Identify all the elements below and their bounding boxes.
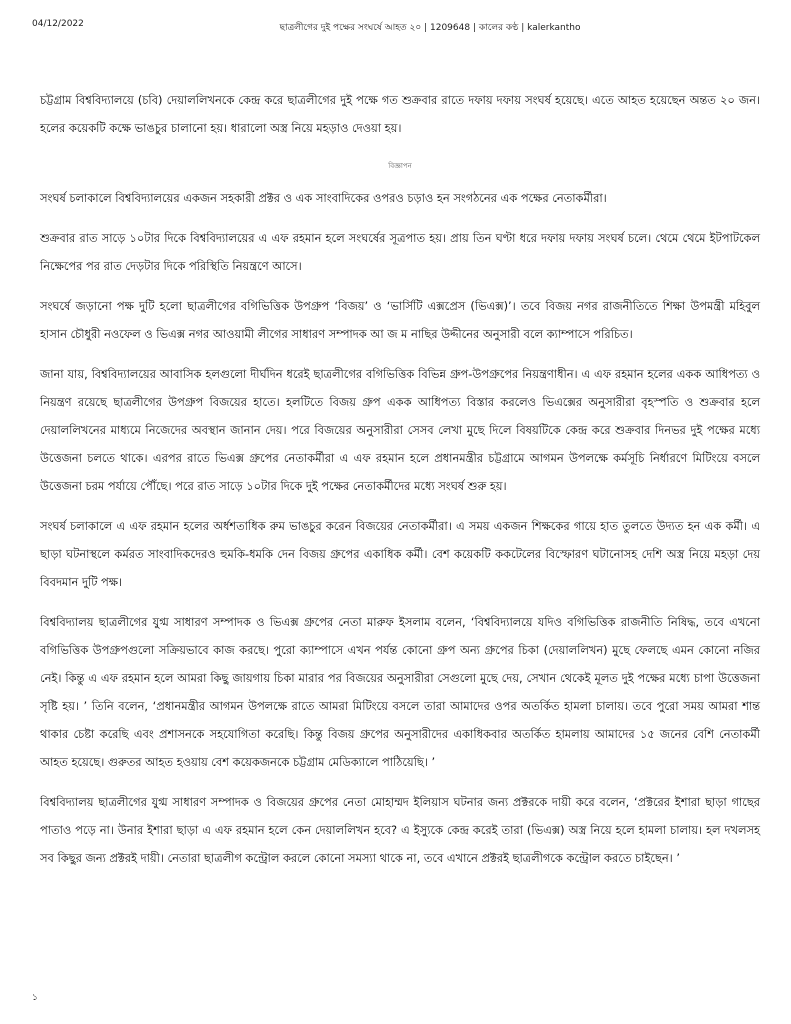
page-number: ১ [32,993,38,1003]
advertisement-label: বিজ্ঞাপন [388,162,412,170]
article-paragraph: সংঘর্ষ চলাকালে বিশ্ববিদ্যালয়ের একজন সহকারী প্রক্টর ও এক সাংবাদিকের ওপরও চড়াও হন সংগঠনের এক পক্ষের নেতাকর্মীরা। [40,191,607,205]
article-paragraph: সংঘর্ষে জড়ানো পক্ষ দুটি হলো ছাত্রলীগের বগিভিত্তিক উপগ্রুপ ‘বিজয়’ ও ‘ভার্সিটি এক্সপ্রেস (ভিএক্স)’। তবে বিজয় নগর রাজনীতিতে শিক্ষা উপমন্ত্রী মহিবুল হাসান চৌধুরী নওফেল ও ভিএক্স নগর আওয়ামী লীগের সাধারণ সম্পাদক আ জ ম নাছির উদ্দীনের অনুসারী বলে ক্যাম্পাসে পরিচিত। [40,299,760,341]
page-title: ছাত্রলীগের দুই পক্ষের সংঘর্ষে আহত ২০ | 1209648 | কালের কণ্ঠ | kalerkantho [279,23,581,33]
article-paragraph: শুক্রবার রাত সাড়ে ১০টার দিকে বিশ্ববিদ্যালয়ের এ এফ রহমান হলে সংঘর্ষের সূত্রপাত হয়। প্রায় তিন ঘণ্টা ধরে দফায় দফায় সংঘর্ষ চলে। থেমে থেমে ইটপাটকেল নিক্ষেপের পর রাত দেড়টার দিকে পরিস্থিতি নিয়ন্ত্রণে আসে। [40,231,760,273]
article-paragraph: বিশ্ববিদ্যালয় ছাত্রলীগের যুগ্ম সাধারণ সম্পাদক ও বিজয়ের গ্রুপের নেতা মোহাম্মদ ইলিয়াস ঘটনার জন্য প্রক্টরকে দায়ী করে বলেন, ‘প্রক্টরের ইশারা ছাড়া গাছের পাতাও পড়ে না। উনার ইশারা ছাড়া এ এফ রহমান হলে কেন দেয়াললিখন হবে? এ ইস্যুকে কেন্দ্র করেই তারা (ভিএক্স) অস্ত্র নিয়ে হলে হামলা চালায়। হল দখলসহ সব কিছুর জন্য প্রক্টরই দায়ী। নেতারা ছাত্রলীগ কন্ট্রোল করলে কোনো সমস্যা থাকে না, তবে এখানে প্রক্টরই ছাত্রলীগকে কন্ট্রোল করতে চাইছেন। ’ [40,795,760,865]
print-date: 04/12/2022 [32,19,84,29]
article-body [40,86,760,872]
article-paragraph: চট্টগ্রাম বিশ্ববিদ্যালয়ে (চবি) দেয়াললিখনকে কেন্দ্র করে ছাত্রলীগের দুই পক্ষে গত শুক্রবার রাতে দফায় দফায় সংঘর্ষ হয়েছে। এতে আহত হয়েছেন অন্তত ২০ জন। হলের কয়েকটি কক্ষে ভাঙচুর চালানো হয়। ধারালো অস্ত্র নিয়ে মহড়াও দেওয়া হয়। [40,93,760,135]
article-paragraph: সংঘর্ষ চলাকালে এ এফ রহমান হলের অর্ধশতাধিক রুম ভাঙচুর করেন বিজয়ের নেতাকর্মীরা। এ সময় একজন শিক্ষকের গায়ে হাত তুলতে উদ্যত হন এক কর্মী। এ ছাড়া ঘটনাস্থলে কর্মরত সাংবাদিকদেরও হুমকি-ধমকি দেন বিজয় গ্রুপের একাধিক কর্মী। বেশ কয়েকটি ককটেলের বিস্ফোরণ ঘটানোসহ দেশি অস্ত্র নিয়ে মহড়া দেয় বিবদমান দুটি পক্ষ। [40,519,760,589]
article-paragraph: জানা যায়, বিশ্ববিদ্যালয়ের আবাসিক হলগুলো দীর্ঘদিন ধরেই ছাত্রলীগের বগিভিত্তিক বিভিন্ন গ্রুপ-উপগ্রুপের নিয়ন্ত্রণাধীন। এ এফ রহমান হলের একক আধিপত্য ও নিয়ন্ত্রণ রয়েছে ছাত্রলীগের উপগ্রুপ বিজয়ের হাতে। হলটিতে বিজয় গ্রুপ একক আধিপত্য বিস্তার করলেও ভিএক্সের অনুসারীরা বৃহস্পতি ও শুক্রবার হলে দেয়াললিখনের মাধ্যমে নিজেদের অবস্থান জানান দেয়। পরে বিজয়ের অনুসারীরা সেসব লেখা মুছে দিলে বিষয়টিকে কেন্দ্র করে শুক্রবার দিনভর দুই পক্ষের মধ্যে উত্তেজনা চলতে থাকে। এরপর রাতে ভিএক্স গ্রুপের নেতাকর্মীরা এ এফ রহমান হলে প্রধানমন্ত্রীর চট্টগ্রামে আগমন উপলক্ষে কর্মসূচি নির্ধারণে মিটিংয়ে বসলে উত্তেজনা চরম পর্যায়ে পৌঁছে। পরে রাত সাড়ে ১০টার দিকে দুই পক্ষের নেতাকর্মীদের মধ্যে সংঘর্ষ শুরু হয়। [40,367,760,493]
article-paragraph: বিশ্ববিদ্যালয় ছাত্রলীগের যুগ্ম সাধারণ সম্পাদক ও ভিএক্স গ্রুপের নেতা মারুফ ইসলাম বলেন, ‘বিশ্ববিদ্যালয়ে যদিও বগিভিত্তিক রাজনীতি নিষিদ্ধ, তবে এখনো বগিভিত্তিক উপগ্রুপগুলো সক্রিয়ভাবে কাজ করছে। পুরো ক্যাম্পাসে এখন পর্যন্ত কোনো গ্রুপ অন্য গ্রুপের চিকা (দেয়াললিখন) মুছে ফেলছে এমন কোনো নজির নেই। কিন্তু এ এফ রহমান হলে আমরা কিছু জায়গায় চিকা মারার পর বিজয়ের অনুসারীরা সেগুলো মুছে দেয়, সেখান থেকেই মূলত দুই পক্ষের মধ্যে চাপা উত্তেজনা সৃষ্টি হয়। ’ তিনি বলেন, ‘প্রধানমন্ত্রীর আগমন উপলক্ষে রাতে আমরা মিটিংয়ে বসলে তারা আমাদের ওপর অতর্কিত হামলা চালায়। তবে পুরো সময় আমরা শান্ত থাকার চেষ্টা করেছি এবং প্রশাসনকে সহযোগিতা করেছি। কিন্তু বিজয় গ্রুপের অনুসারীদের একাধিকবার অতর্কিত হামলায় আমাদের ১৫ জনের বেশি নেতাকর্মী আহত হয়েছে। গুরুতর আহত হওয়ায় বেশ কয়েকজনকে চট্টগ্রাম মেডিক্যালে পাঠিয়েছি। ’ [40,615,760,769]
